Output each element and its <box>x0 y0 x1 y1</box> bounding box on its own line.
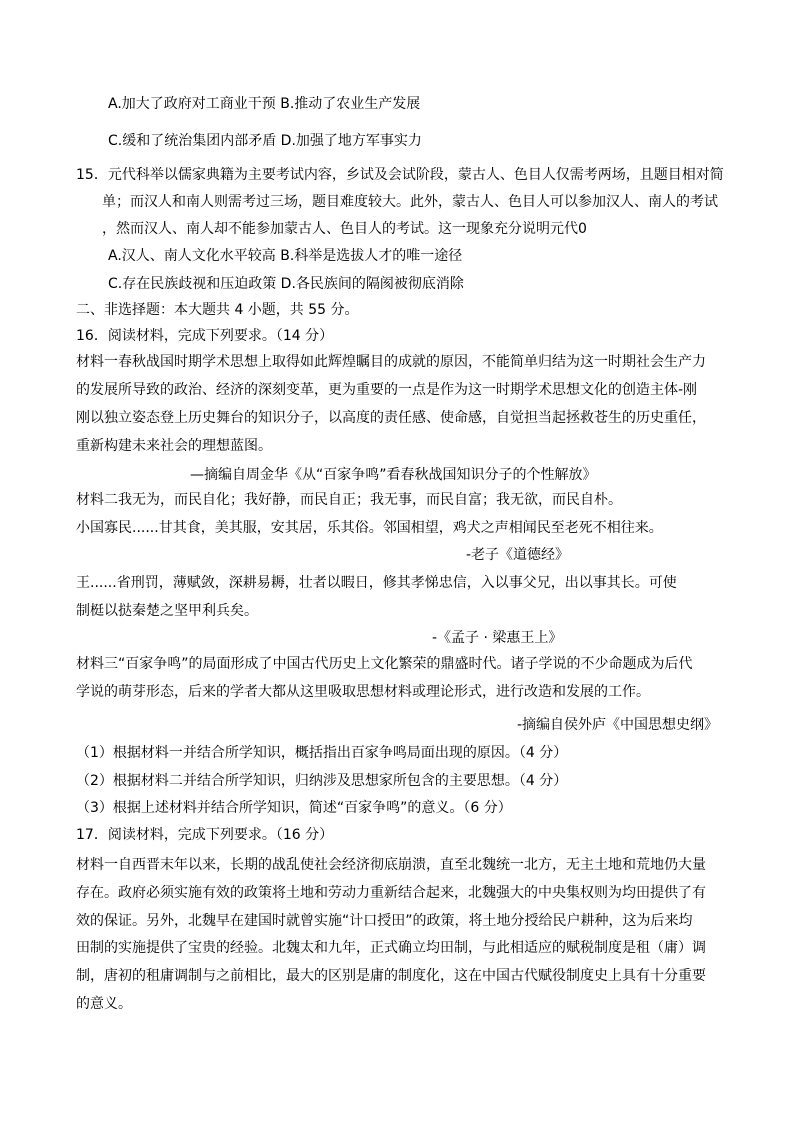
q16-material2-line3: 王......省刑罚，薄赋敛，深耕易耨，壮者以暇日，修其孝悌忠信，入以事父兄，出以事其长。可使 <box>76 575 677 591</box>
q17-material1-line3: 效的保证。另外，北魏早在建国时就曾实施“计口授田”的政策，将土地分授给民户耕种，这为后来均 <box>76 913 693 929</box>
q17-material1-line1: 材料一自西晋末年以来，长期的战乱使社会经济彻底崩溃，直至北魏统一北方，无主土地和荒地仍大量 <box>76 857 706 873</box>
q17-material1-line4: 田制的实施提供了宝贵的经验。北魏太和九年，正式确立均田制，与此相适应的赋税制度是租（庸）调 <box>76 940 706 956</box>
q16-material2-line1: 材料二我无为，而民自化；我好静，而民自正；我无事，而民自富；我无欲，而民自朴。 <box>76 492 622 508</box>
q15-stem-line1: 15．元代科举以儒家典籍为主要考试内容，乡试及会试阶段，蒙古人、色目人仅需考两场，且题目相对简 <box>76 167 724 183</box>
q16-material1-source: —摘编自周金华《从“百家争鸣”看春秋战国知识分子的个性解放》 <box>190 467 597 483</box>
section2-heading: 二、非选择题：本大题共 4 小题，共 55 分。 <box>76 302 359 318</box>
q15-stem-line3: ，然而汉人、南人却不能参加蒙古人、色目人的考试。这一现象充分说明元代0 <box>102 221 587 237</box>
q16-material2-line2: 小国寡民......甘其食，美其服，安其居，乐其俗。邻国相望，鸡犬之声相闻民至老死不相往来。 <box>76 520 663 536</box>
q17-material1-line6: 的意义。 <box>76 996 132 1012</box>
q14-options-cd: C.缓和了统治集团内部矛盾 D.加强了地方军事实力 <box>108 133 422 149</box>
q17-material1-line2: 存在。政府必须实施有效的政策将土地和劳动力重新结合起来，北魏强大的中央集权则为均田提供了有 <box>76 885 706 901</box>
q16-subquestion-3: （3）根据上述材料并结合所学知识，简述“百家争鸣”的意义。（6 分） <box>76 800 512 816</box>
q16-material3-line2: 学说的萌芽形态，后来的学者大都从这里吸取思想材料或理论形式，进行改造和发展的工作。 <box>76 684 650 700</box>
q17-material1-line5: 制，唐初的租庸调制与之前相比，最大的区别是庸的制度化，这在中国古代赋役制度史上具有十分重要 <box>76 968 706 984</box>
q16-material3-line1: 材料三“百家争鸣”的局面形成了中国古代历史上文化繁荣的鼎盛时代。诸子学说的不少命题成为后代 <box>76 656 693 672</box>
q16-material1-line2: 的发展所导致的政治、经济的深刻变革，更为重要的一点是作为这一时期学术思想文化的创造主体-刚 <box>76 382 698 398</box>
q16-material1-line3: 刚以独立姿态登上历史舞台的知识分子，以高度的责任感、使命感，自觉担当起拯救苍生的历史重任， <box>76 410 706 426</box>
q16-subquestion-2: （2）根据材料二并结合所学知识，归纳涉及思想家所包含的主要思想。（4 分） <box>76 773 568 789</box>
q16-subquestion-1: （1）根据材料一并结合所学知识，概括指出百家争鸣局面出现的原因。（4 分） <box>76 745 568 761</box>
q15-options-ab: A.汉人、南人文化水平较高 B.科举是选拔人才的唯一途径 <box>108 248 463 264</box>
q16-material2-line4: 制梃以挞秦楚之坚甲利兵矣。 <box>76 603 258 619</box>
q14-options-ab: A.加大了政府对工商业干预 B.推动了农业生产发展 <box>108 96 421 112</box>
q15-options-cd: C.存在民族歧视和压迫政策 D.各民族间的隔阂被彻底消除 <box>108 276 464 292</box>
q16-material1-line1: 材料一春秋战国时期学术思想上取得如此辉煌瞩目的成就的原因，不能简单归结为这一时期社会生产力 <box>76 354 706 370</box>
q17-stem: 17．阅读材料，完成下列要求。（16 分） <box>76 827 334 843</box>
q16-material2-source1: -老子《道德经》 <box>466 547 570 563</box>
q16-stem: 16．阅读材料，完成下列要求。（14 分） <box>76 328 334 344</box>
q15-stem-line2: 单；而汉人和南人则需考过三场，题目难度较大。此外，蒙古人、色目人可以参加汉人、南人的考试 <box>102 194 718 210</box>
q16-material3-source: -摘编自侯外庐《中国思想史纲》 <box>516 717 718 733</box>
q16-material2-source2: -《孟子 · 梁惠王上》 <box>432 630 563 646</box>
q16-material1-line4: 重新构建未来社会的理想蓝图。 <box>76 438 272 454</box>
